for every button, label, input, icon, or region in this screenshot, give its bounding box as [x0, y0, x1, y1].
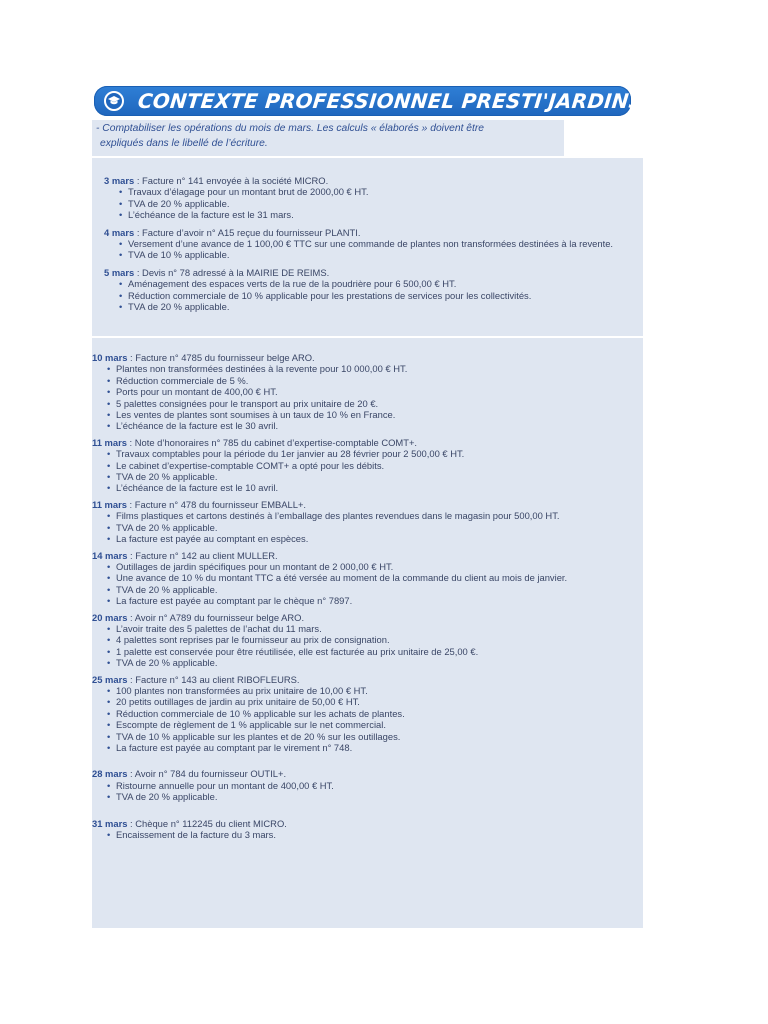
operation-entry	[92, 674, 643, 754]
operation-detail-item: • 4 palettes sont reprises par le fournisseur au prix de consignation.	[92, 634, 643, 645]
operation-detail-item: • Films plastiques et cartons destinés à l’emballage des plantes revendues dans le magasin pour 500,00 HT.	[92, 510, 643, 521]
operation-heading	[104, 267, 643, 278]
operation-detail-item: • Escompte de règlement de 1 % applicable sur le net commercial.	[92, 719, 643, 730]
operation-entry	[92, 550, 643, 607]
operation-detail-item: • TVA de 10 % applicable.	[104, 249, 643, 260]
operation-detail-item: • Versement d’une avance de 1 100,00 € TTC sur une commande de plantes non transformées destinées à la revente.	[104, 238, 643, 249]
operation-date: 20 mars	[92, 611, 128, 623]
operation-title: : Facture n° 478 du fournisseur EMBALL+.	[126, 498, 307, 510]
operations-panel-2	[92, 338, 643, 928]
operation-detail-item: • 100 plantes non transformées au prix unitaire de 10,00 € HT.	[92, 685, 643, 696]
operation-detail-item: • Une avance de 10 % du montant TTC a été versée au moment de la commande du client au mois de janvier.	[92, 572, 643, 583]
instruction-line-1: - Comptabiliser les opérations du mois de mars. Les calculs « élaborés » doivent être	[96, 123, 485, 134]
operation-details	[92, 561, 643, 607]
operation-date: 10 mars	[92, 352, 128, 363]
instruction-line-2: expliqués dans le libellé de l’écriture.	[100, 138, 268, 149]
operation-heading	[92, 550, 643, 561]
operation-entry	[92, 499, 643, 545]
operation-detail-item: • Travaux d’élagage pour un montant brut de 2000,00 € HT.	[104, 186, 643, 197]
operation-detail-item: • TVA de 20 % applicable.	[92, 471, 643, 482]
operation-title: : Note d’honoraires n° 785 du cabinet d’expertise-comptable COMT+.	[126, 436, 418, 448]
operation-detail-item: • L’échéance de la facture est le 31 mars.	[104, 209, 643, 220]
operation-date: 4 mars	[104, 226, 135, 238]
operation-title: : Facture n° 143 au client RIBOFLEURS.	[127, 673, 300, 685]
operation-date: 3 mars	[104, 175, 135, 186]
operation-detail-item: • 5 palettes consignées pour le transport au prix unitaire de 20 €.	[92, 398, 643, 409]
operation-detail-item: • La facture est payée au comptant par le chèque n° 7897.	[92, 595, 643, 606]
operation-details	[92, 448, 643, 494]
operation-date: 14 mars	[92, 549, 128, 561]
operation-heading	[92, 674, 643, 685]
operation-heading	[92, 768, 643, 779]
operation-date: 28 mars	[92, 768, 128, 780]
operation-entry	[92, 352, 643, 432]
operation-detail-item: • L’échéance de la facture est le 10 avril.	[92, 482, 643, 493]
operation-detail-item: • Travaux comptables pour la période du 1er janvier au 28 février pour 2 500,00 € HT.	[92, 448, 643, 459]
operation-details	[92, 510, 643, 544]
operation-title: : Avoir n° 784 du fournisseur OUTIL+.	[127, 768, 287, 780]
operation-entry	[104, 175, 643, 221]
operation-detail-item: • TVA de 20 % applicable.	[104, 198, 643, 209]
operation-details	[92, 685, 643, 753]
operation-detail-item: • L’avoir traite des 5 palettes de l’achat du 11 mars.	[92, 623, 643, 634]
operation-detail-item: • Réduction commerciale de 10 % applicable pour les prestations de services pour les collectivités.	[104, 290, 643, 301]
operation-heading	[92, 437, 643, 448]
operation-date: 5 mars	[104, 266, 135, 278]
operation-entry	[92, 437, 643, 494]
operation-date: 11 mars	[92, 436, 127, 448]
banner-title: CONTEXTE PROFESSIONNEL PRESTI'JARDINS	[136, 89, 645, 113]
operation-detail-item: • L’échéance de la facture est le 30 avril.	[92, 420, 643, 431]
operation-date: 31 mars	[92, 817, 128, 829]
operation-heading	[92, 352, 643, 363]
operation-details	[92, 363, 643, 431]
operation-title: : Facture n° 4785 du fournisseur belge ARO.	[127, 352, 315, 363]
operation-details	[104, 186, 643, 220]
operation-details	[92, 623, 643, 669]
operation-title: : Avoir n° A789 du fournisseur belge ARO.	[127, 611, 305, 623]
operation-detail-item: • Réduction commerciale de 5 %.	[92, 375, 643, 386]
operation-detail-item: • La facture est payée au comptant en espèces.	[92, 533, 643, 544]
operation-detail-item: • Outillages de jardin spécifiques pour un montant de 2 000,00 € HT.	[92, 561, 643, 572]
operation-detail-item: • Les ventes de plantes sont soumises à un taux de 10 % en France.	[92, 409, 643, 420]
operation-detail-item: • La facture est payée au comptant par le virement n° 748.	[92, 742, 643, 753]
graduation-cap-icon	[104, 91, 124, 111]
operation-detail-item: • TVA de 20 % applicable.	[92, 657, 643, 668]
operation-details	[104, 238, 643, 261]
operation-entry	[104, 267, 643, 313]
operation-title: : Facture n° 142 au client MULLER.	[127, 549, 278, 561]
operation-heading	[92, 818, 643, 829]
operation-heading	[92, 499, 643, 510]
operation-entry	[92, 612, 643, 669]
operation-date: 11 mars	[92, 498, 127, 510]
operation-detail-item: • TVA de 10 % applicable sur les plantes et de 20 % sur les outillages.	[92, 731, 643, 742]
operation-detail-item: • TVA de 20 % applicable.	[92, 522, 643, 533]
operation-detail-item: • Ports pour un montant de 400,00 € HT.	[92, 386, 643, 397]
operation-date: 25 mars	[92, 673, 128, 685]
operation-detail-item: • TVA de 20 % applicable.	[92, 584, 643, 595]
operation-title: : Facture d’avoir n° A15 reçue du fournisseur PLANTI.	[134, 226, 361, 238]
operation-details	[92, 829, 643, 840]
operation-detail-item: • TVA de 20 % applicable.	[92, 791, 643, 802]
operation-heading	[104, 227, 643, 238]
operation-detail-item: • Encaissement de la facture du 3 mars.	[92, 829, 643, 840]
operations-panel-1	[92, 158, 643, 336]
operation-details	[92, 780, 643, 803]
operation-entry	[104, 227, 643, 261]
operation-detail-item: • 1 palette est conservée pour être réutilisée, elle est facturée au prix unitaire de 25,00 €.	[92, 646, 643, 657]
operation-detail-item: • TVA de 20 % applicable.	[104, 301, 643, 312]
operation-title: : Facture n° 141 envoyée à la société MICRO.	[134, 175, 329, 186]
operation-detail-item: • 20 petits outillages de jardin au prix unitaire de 50,00 € HT.	[92, 696, 643, 707]
operation-entry	[92, 818, 643, 841]
instruction-text	[92, 120, 564, 156]
operation-title: : Devis n° 78 adressé à la MAIRIE DE REIMS.	[134, 266, 330, 278]
section-banner	[94, 86, 645, 116]
operation-detail-item: • Réduction commerciale de 10 % applicable sur les achats de plantes.	[92, 708, 643, 719]
operation-detail-item: • Ristourne annuelle pour un montant de 400,00 € HT.	[92, 780, 643, 791]
operation-entry	[92, 768, 643, 802]
operation-detail-item: • Le cabinet d’expertise-comptable COMT+ a opté pour les débits.	[92, 460, 643, 471]
operation-title: : Chèque n° 112245 du client MICRO.	[127, 817, 287, 829]
operation-heading	[92, 612, 643, 623]
operation-detail-item: • Plantes non transformées destinées à la revente pour 10 000,00 € HT.	[92, 363, 643, 374]
operation-details	[104, 278, 643, 312]
operation-heading	[104, 175, 643, 186]
operation-detail-item: • Aménagement des espaces verts de la rue de la poudrière pour 6 500,00 € HT.	[104, 278, 643, 289]
